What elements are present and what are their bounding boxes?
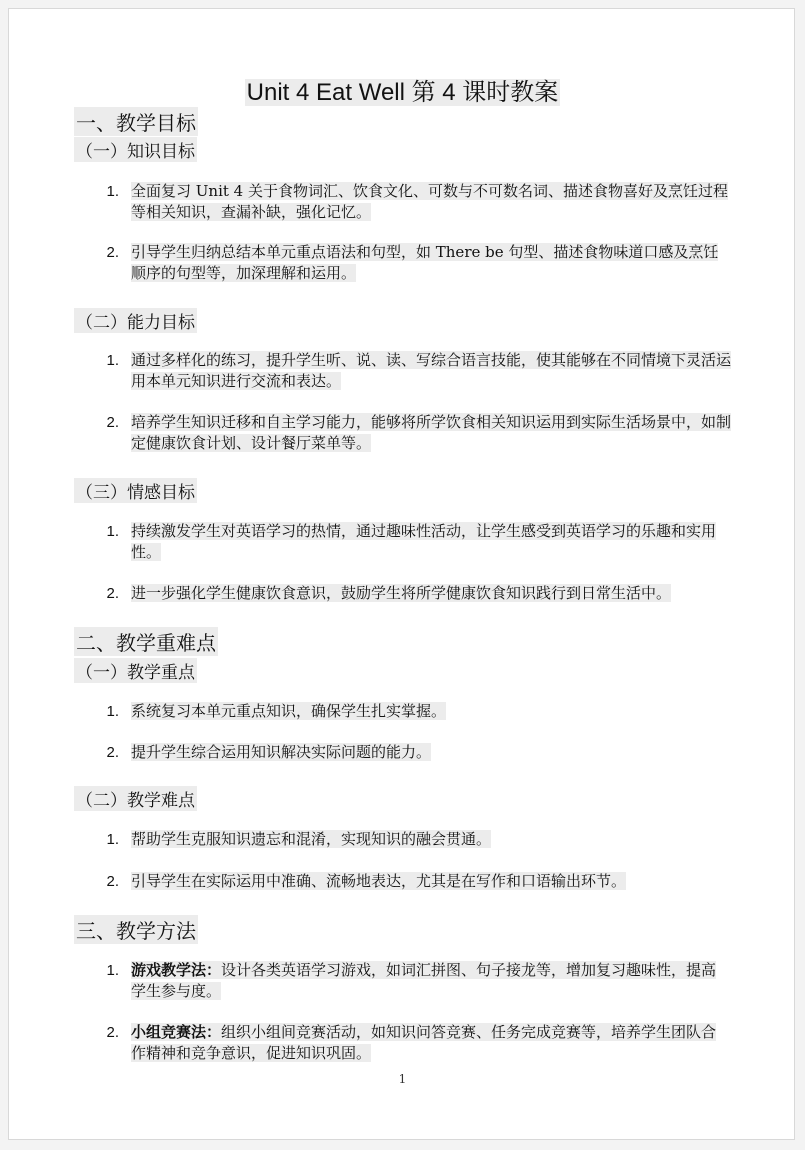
item-text: 引导学生归纳总结本单元重点语法和句型，如 There be 句型、描述食物味道口感及烹饪顺序的句型等，加深理解和运用。 [131, 243, 719, 282]
subheading-difficult-points: （二）教学难点 [74, 786, 197, 811]
item-text: 进一步强化学生健康饮食意识，鼓励学生将所学健康饮食知识践行到日常生活中。 [131, 584, 672, 602]
list-item [95, 350, 775, 394]
document-page [8, 8, 795, 1140]
subheading-knowledge-goals: （一）知识目标 [74, 137, 197, 162]
list-item [95, 871, 775, 893]
item-number: 2. [106, 744, 119, 761]
item-number: 2. [106, 1024, 119, 1041]
list-item [95, 181, 775, 225]
subheading-emotional-goals: （三）情感目标 [74, 478, 197, 503]
item-number: 1. [106, 183, 119, 200]
item-text: 通过多样化的练习，提升学生听、说、读、写综合语言技能，使其能够在不同情境下灵活运用本单元知识进行交流和表达。 [131, 351, 732, 390]
section-heading-teaching-methods: 三、教学方法 [74, 915, 198, 944]
item-text: 设计各类英语学习游戏，如词汇拼图、句子接龙等，增加复习趣味性，提高学生参与度。 [131, 961, 717, 1000]
item-text: 培养学生知识迁移和自主学习能力，能够将所学饮食相关知识运用到实际生活场景中，如制定健康饮食计划、设计餐厅菜单等。 [131, 413, 732, 452]
item-number: 1. [106, 962, 119, 979]
section-heading-key-difficult-points: 二、教学重难点 [74, 627, 218, 656]
item-text: 系统复习本单元重点知识，确保学生扎实掌握。 [131, 702, 447, 720]
item-number: 2. [106, 585, 119, 602]
item-number: 1. [106, 831, 119, 848]
list-item [95, 829, 775, 851]
list-item [95, 1022, 775, 1066]
item-text: 帮助学生克服知识遗忘和混淆，实现知识的融会贯通。 [131, 830, 492, 848]
item-label: 游戏教学法： [131, 961, 222, 979]
list-item [95, 701, 775, 723]
item-text: 组织小组间竞赛活动，如知识问答竞赛、任务完成竞赛等，培养学生团队合作精神和竞争意识，促进知识巩固。 [131, 1023, 717, 1062]
item-number: 1. [106, 703, 119, 720]
item-text: 引导学生在实际运用中准确、流畅地表达，尤其是在写作和口语输出环节。 [131, 872, 627, 890]
list-item [95, 412, 775, 456]
subheading-key-points: （一）教学重点 [74, 658, 197, 683]
item-text: 持续激发学生对英语学习的热情，通过趣味性活动，让学生感受到英语学习的乐趣和实用性。 [131, 522, 717, 561]
list-item [95, 242, 775, 286]
item-text: 提升学生综合运用知识解决实际问题的能力。 [131, 743, 432, 761]
item-number: 2. [106, 873, 119, 890]
item-number: 1. [106, 523, 119, 540]
item-number: 2. [106, 414, 119, 431]
document-title: Unit 4 Eat Well 第 4 课时教案 [246, 79, 559, 106]
list-item [95, 960, 775, 1004]
item-number: 1. [106, 352, 119, 369]
subheading-ability-goals: （二）能力目标 [74, 308, 197, 333]
item-label: 小组竞赛法： [131, 1023, 222, 1041]
list-item [95, 583, 775, 605]
list-item [95, 521, 775, 565]
item-text: 全面复习 Unit 4 关于食物词汇、饮食文化、可数与不可数名词、描述食物喜好及烹饪过程等相关知识，查漏补缺，强化记忆。 [131, 182, 728, 221]
section-heading-objectives: 一、教学目标 [74, 107, 198, 136]
page-number: 1 [398, 1072, 407, 1086]
item-number: 2. [106, 244, 119, 261]
list-item [95, 742, 775, 764]
